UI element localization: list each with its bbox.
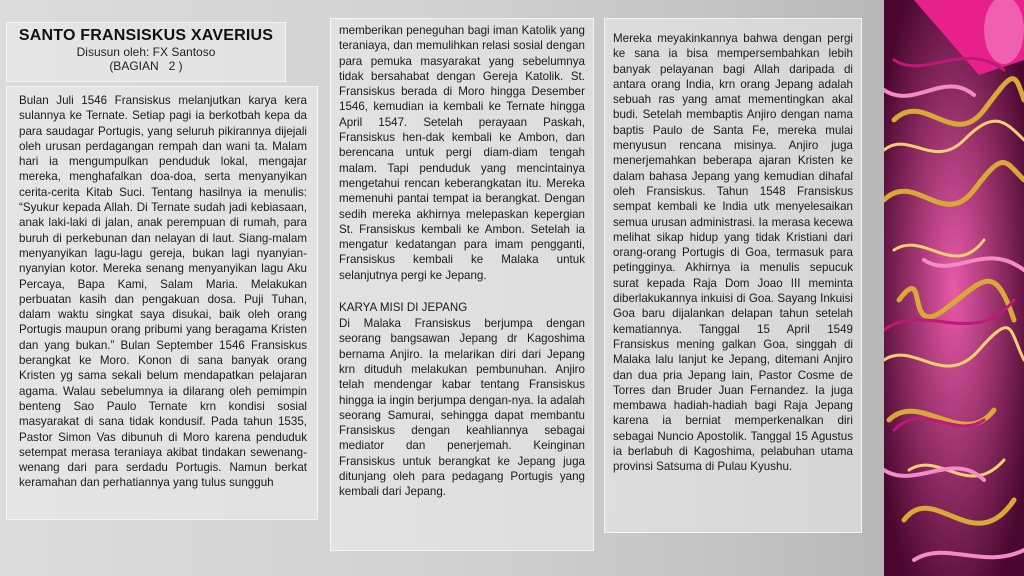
author-line: Disusun oleh: FX Santoso <box>76 45 216 59</box>
column-1-paragraph: Bulan Juli 1546 Fransiskus melanjutkan karya kera sulannya ke Ternate. Setiap pagi ia berkotbah kepa da para saudagar Portugis, yang seluruh pikirannya dijejali oleh urusan perdagangan rempah dan wani ta. Malam hari ia mengumpulkan penduduk lokal, mengajar mereka, menghafalkan doa-doa, serta menyanyikan cerita-cerita Kitab Suci. Tentang hasilnya ia menulis: “Syukur kepada Allah. Di Ternate sudah jadi kebiasaan, anak laki-laki di jalan, anak perempuan di rumah, para buruh di perkebunan dan nelayan di laut. Siang-malam menyanyikan lagu-lagu gereja, bukan lagi nyanyian-nyanyian kotor. Mereka senang menyanyikan lagu Aku Percaya, Bapa Kami, Salam Maria. Melakukan perbuatan kasih dan pengakuan dosa. Puji Tuhan, dalam waktu singkat saya disukai, baik oleh orang Portugis maupun orang pribumi yang beragama Kristen dan yang bukan.” Bulan September 1546 Fransiskus berangkat ke Moro. Konon di sana banyak orang Kristen yg sama sekali belum mendapatkan pelajaran agama. Walau sebelumnya ia dilarang oleh pemimpin benteng Sao Paulo Ternate krn kondisi sosial masyarakat di sana tidak kondusif. Pada tahun 1535, Pastor Simon Vas dibunuh di Moro karena penduduk setempat merasa teraniaya akibat tindakan sewenang-wenang dari para serdadu Portugis. Namun berkat keramahan dan perhatiannya yang tulus sungguh <box>19 94 307 490</box>
text-column-2 <box>330 18 594 551</box>
column-2-paragraph-2: Di Malaka Fransiskus berjumpa dengan seorang bangsawan Jepang dr Kagoshima bernama Anjiro. Ia melarikan diri dari Jepang krn dituduh melakukan pembunuhan. Anjiro telah mendengar kabar tentang Fransiskus hingga ia ingin berjumpa dengan-nya. Ia adalah seorang Samurai, sehingga dapat membantu Fransiskus dengan keahliannya sebagai mediator dan penerjemah. Keinginan Fransiskus untuk berangkat ke Jepang juga ditunjang oleh para pedagang Portugis yang kembali dari Jepang. <box>339 317 585 499</box>
text-column-1 <box>6 86 318 520</box>
title-box <box>6 22 286 82</box>
page-title: SANTO FRANSISKUS XAVERIUS <box>18 27 274 44</box>
streamers-graphic <box>884 0 1024 576</box>
column-2-paragraph: memberikan peneguhan bagi iman Katolik yang teraniaya, dan memulihkan relasi sosial dengan para pemuka masyarakat yang sebelumnya tidak bersahabat dengan Gereja Katolik. St. Fransiskus berada di Moro hingga Desember 1546, kemudian ia kembali ke Ternate hingga April 1547. Setelah perayaan Paskah, Fransiskus hen-dak kembali ke Ambon, dan berencana untuk pergi diam-diam tengah malam. Tapi penduduk yang mencintainya mengetahui rencan keberangkatan itu. Mereka memenuhi pantai tempat ia berangkat. Dengan sedih mereka akhirnya melepaskan kepergian St. Fransiskus kembali ke Ambon. Setelah ia mengatur kedatangan para imam pengganti, Fransiskus kembali ke Malaka untuk selanjutnya pergi ke Jepang. <box>339 24 585 282</box>
party-streamers-image <box>884 0 1024 576</box>
column-3-paragraph: Mereka meyakinkannya bahwa dengan pergi ke sana ia bisa mempersembahkan lebih banyak pelayanan bagi Allah daripada di antara orang India, krn orang Jepang adalah sebuah ras yang amat mementingkan akal budi. Setelah membaptis Anjiro dengan nama baptis Paulo de Santa Fe, mereka mulai menyusun rencana misinya. Anjiro juga menerjemahkan beberapa ajaran Kristen ke dalam bahasa Jepang yang kemudian dihafal oleh Fransiskus. Tahun 1548 Fransiskus sempat kembali ke India utk menyelesaikan semua urusan administrasi. Ia merasa kecewa melihat sikap hidup yang tidak Kristiani dari orang-orang Portugis di Goa, termasuk para petingginya. Akhirnya ia menulis sepucuk surat kepada Raja Dom Joao III meminta diberlakukannya inkuisi di Goa. Sayang Inkuisi Goa baru dijalankan delapan tahun setelah kematiannya. Tanggal 15 April 1549 Fransiskus mening galkan Goa, singgah di Malaka lalu lanjut ke Jepang, ditemani Anjiro dan dua pria Jepang lain, Pastor Cosme de Torres dan Bruder Juan Fernandez. Ia juga membawa hadiah-hadiah bagi Raja Jepang karena ia berniat memperkenalkan diri sebagai Nuncio Apostolik. Tanggal 15 Agustus ia berlabuh di Kagoshima, pelabuhan utama provinsi Satsuma di Pulau Kyushu. <box>613 32 853 474</box>
text-column-3 <box>604 18 862 533</box>
part-label: (BAGIAN 2 ) <box>109 59 183 73</box>
section-heading: KARYA MISI DI JEPANG <box>339 301 468 315</box>
